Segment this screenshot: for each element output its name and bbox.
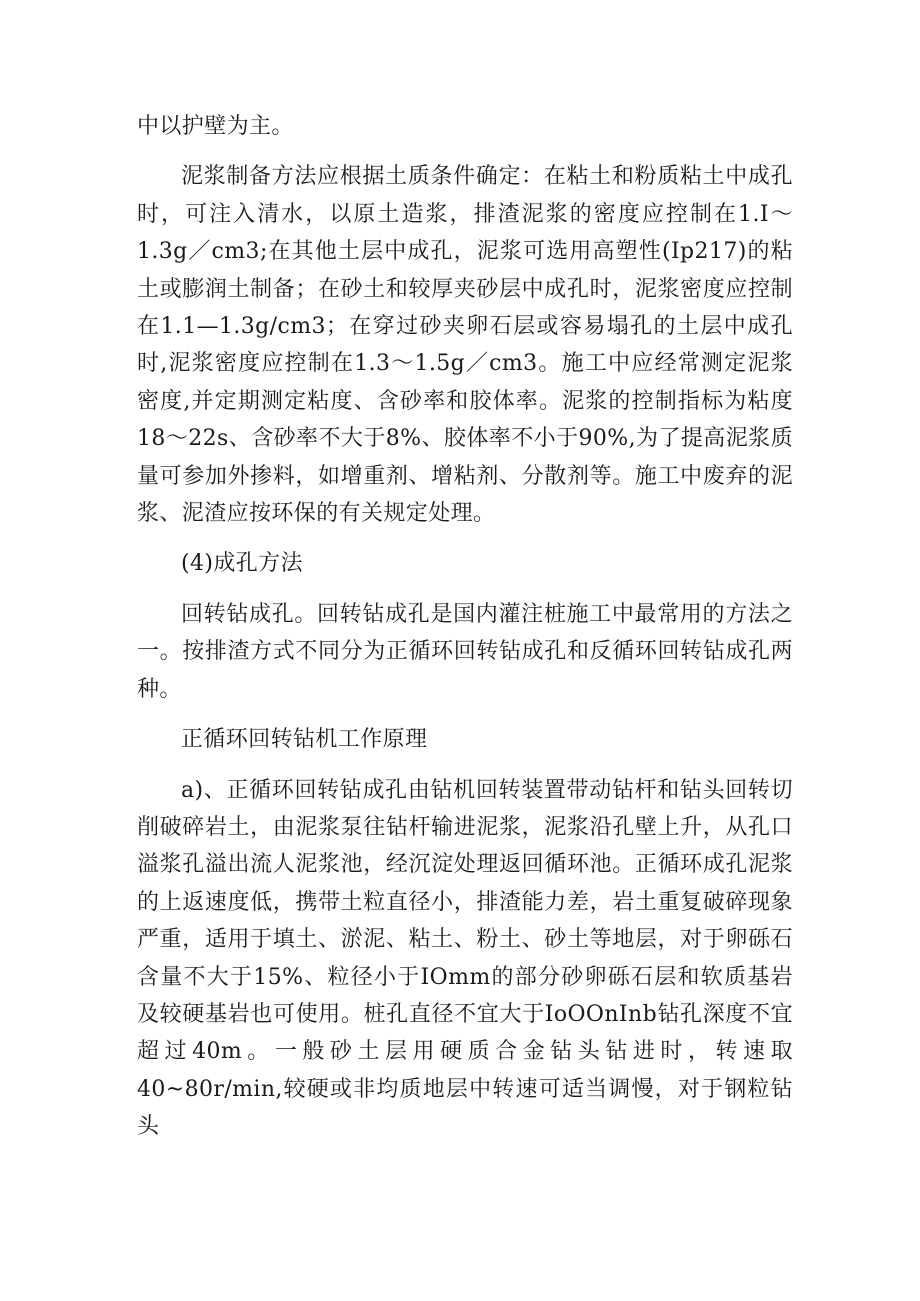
document-body xyxy=(137,108,793,1159)
paragraph-mud-preparation: 泥浆制备方法应根据土质条件确定：在粘土和粉质粘土中成孔时，可注入清水，以原土造浆，排渣泥浆的密度应控制在1.I～1.3g／cm3;在其他土层中成孔，泥浆可选用高塑性(Ip217)的粘土或膨润土制备；在砂土和较厚夹砂层中成孔时，泥浆密度应控制在1.1—1.3g/cm3；在穿过砂夹卵石层或容易塌孔的土层中成孔时,泥浆密度应控制在1.3～1.5g／cm3。施工中应经常测定泥浆密度,并定期测定粘度、含砂率和胶体率。泥浆的控制指标为粘度18～22s、含砂率不大于8%、胶体率不小于90%,为了提高泥浆质量可参加外掺料，如增重剂、增粘剂、分散剂等。施工中废弃的泥浆、泥渣应按环保的有关规定处理。 xyxy=(137,164,793,527)
paragraph-continuation: 中以护壁为主。 xyxy=(137,114,294,139)
paragraph-rotary-drilling: 回转钻成孔。回转钻成孔是国内灌注桩施工中最常用的方法之一。按排渣方式不同分为正循环回转钻成孔和反循环回转钻成孔两种。 xyxy=(137,601,793,702)
section-heading-drilling-method: (4)成孔方法 xyxy=(181,551,303,577)
paragraph-forward-circulation: a)、正循环回转钻成孔由钻机回转装置带动钻杆和钻头回转切削破碎岩土，由泥浆泵往钻杆输进泥浆，泥浆沿孔壁上升，从孔口溢浆孔溢出流人泥浆池，经沉淀处理返回循环池。正循环成孔泥浆的上返速度低，携带土粒直径小，排渣能力差，岩土重复破碎现象严重，适用于填土、淤泥、粘土、粉土、砂土等地层，对于卵砾石含量不大于15%、粒径小于IOmm的部分砂卵砾石层和软质基岩及较硬基岩也可使用。桩孔直径不宜大于IoOOnInb钻孔深度不宜超过40m。一般砂土层用硬质合金钻头钻进时，转速取40~80r/min,较硬或非均质地层中转速可适当调慢，对于钢粒钻头 xyxy=(137,777,793,1140)
section-heading-forward-circulation: 正循环回转钻机工作原理 xyxy=(181,727,428,753)
